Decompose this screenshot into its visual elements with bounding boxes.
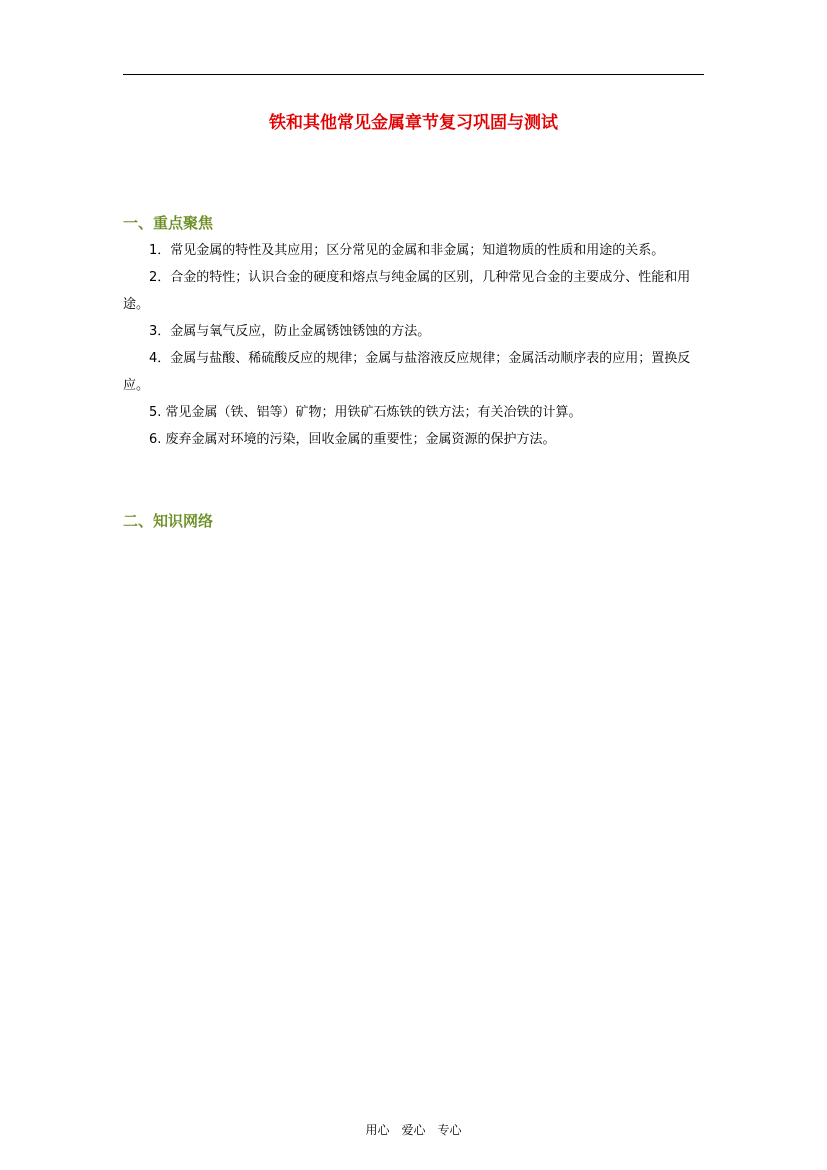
key-point-item: 3．金属与氧气反应，防止金属锈蚀锈蚀的方法。 xyxy=(149,324,431,339)
document-title: 铁和其他常见金属章节复习巩固与测试 xyxy=(269,113,558,133)
page-footer: 用心 爱心 专心 xyxy=(365,1123,462,1137)
section-heading-key-points: 一、重点聚焦 xyxy=(123,214,214,232)
section-heading-knowledge-network: 二、知识网络 xyxy=(123,512,214,530)
key-point-item: 6. 废弃金属对环境的污染，回收金属的重要性；金属资源的保护方法。 xyxy=(149,432,556,447)
key-point-item: 4．金属与盐酸、稀硫酸反应的规律；金属与盐溶液反应规律；金属活动顺序表的应用；置换反应。 xyxy=(123,351,691,393)
key-points-list xyxy=(123,237,703,453)
key-point-item: 1．常见金属的特性及其应用；区分常见的金属和非金属；知道物质的性质和用途的关系。 xyxy=(149,243,665,258)
key-point-item: 5. 常见金属（铁、铝等）矿物；用铁矿石炼铁的铁方法；有关冶铁的计算。 xyxy=(149,405,582,420)
key-point-item: 2．合金的特性；认识合金的硬度和熔点与纯金属的区别，几种常见合金的主要成分、性能和用途。 xyxy=(123,270,691,312)
header-rule xyxy=(123,74,704,75)
